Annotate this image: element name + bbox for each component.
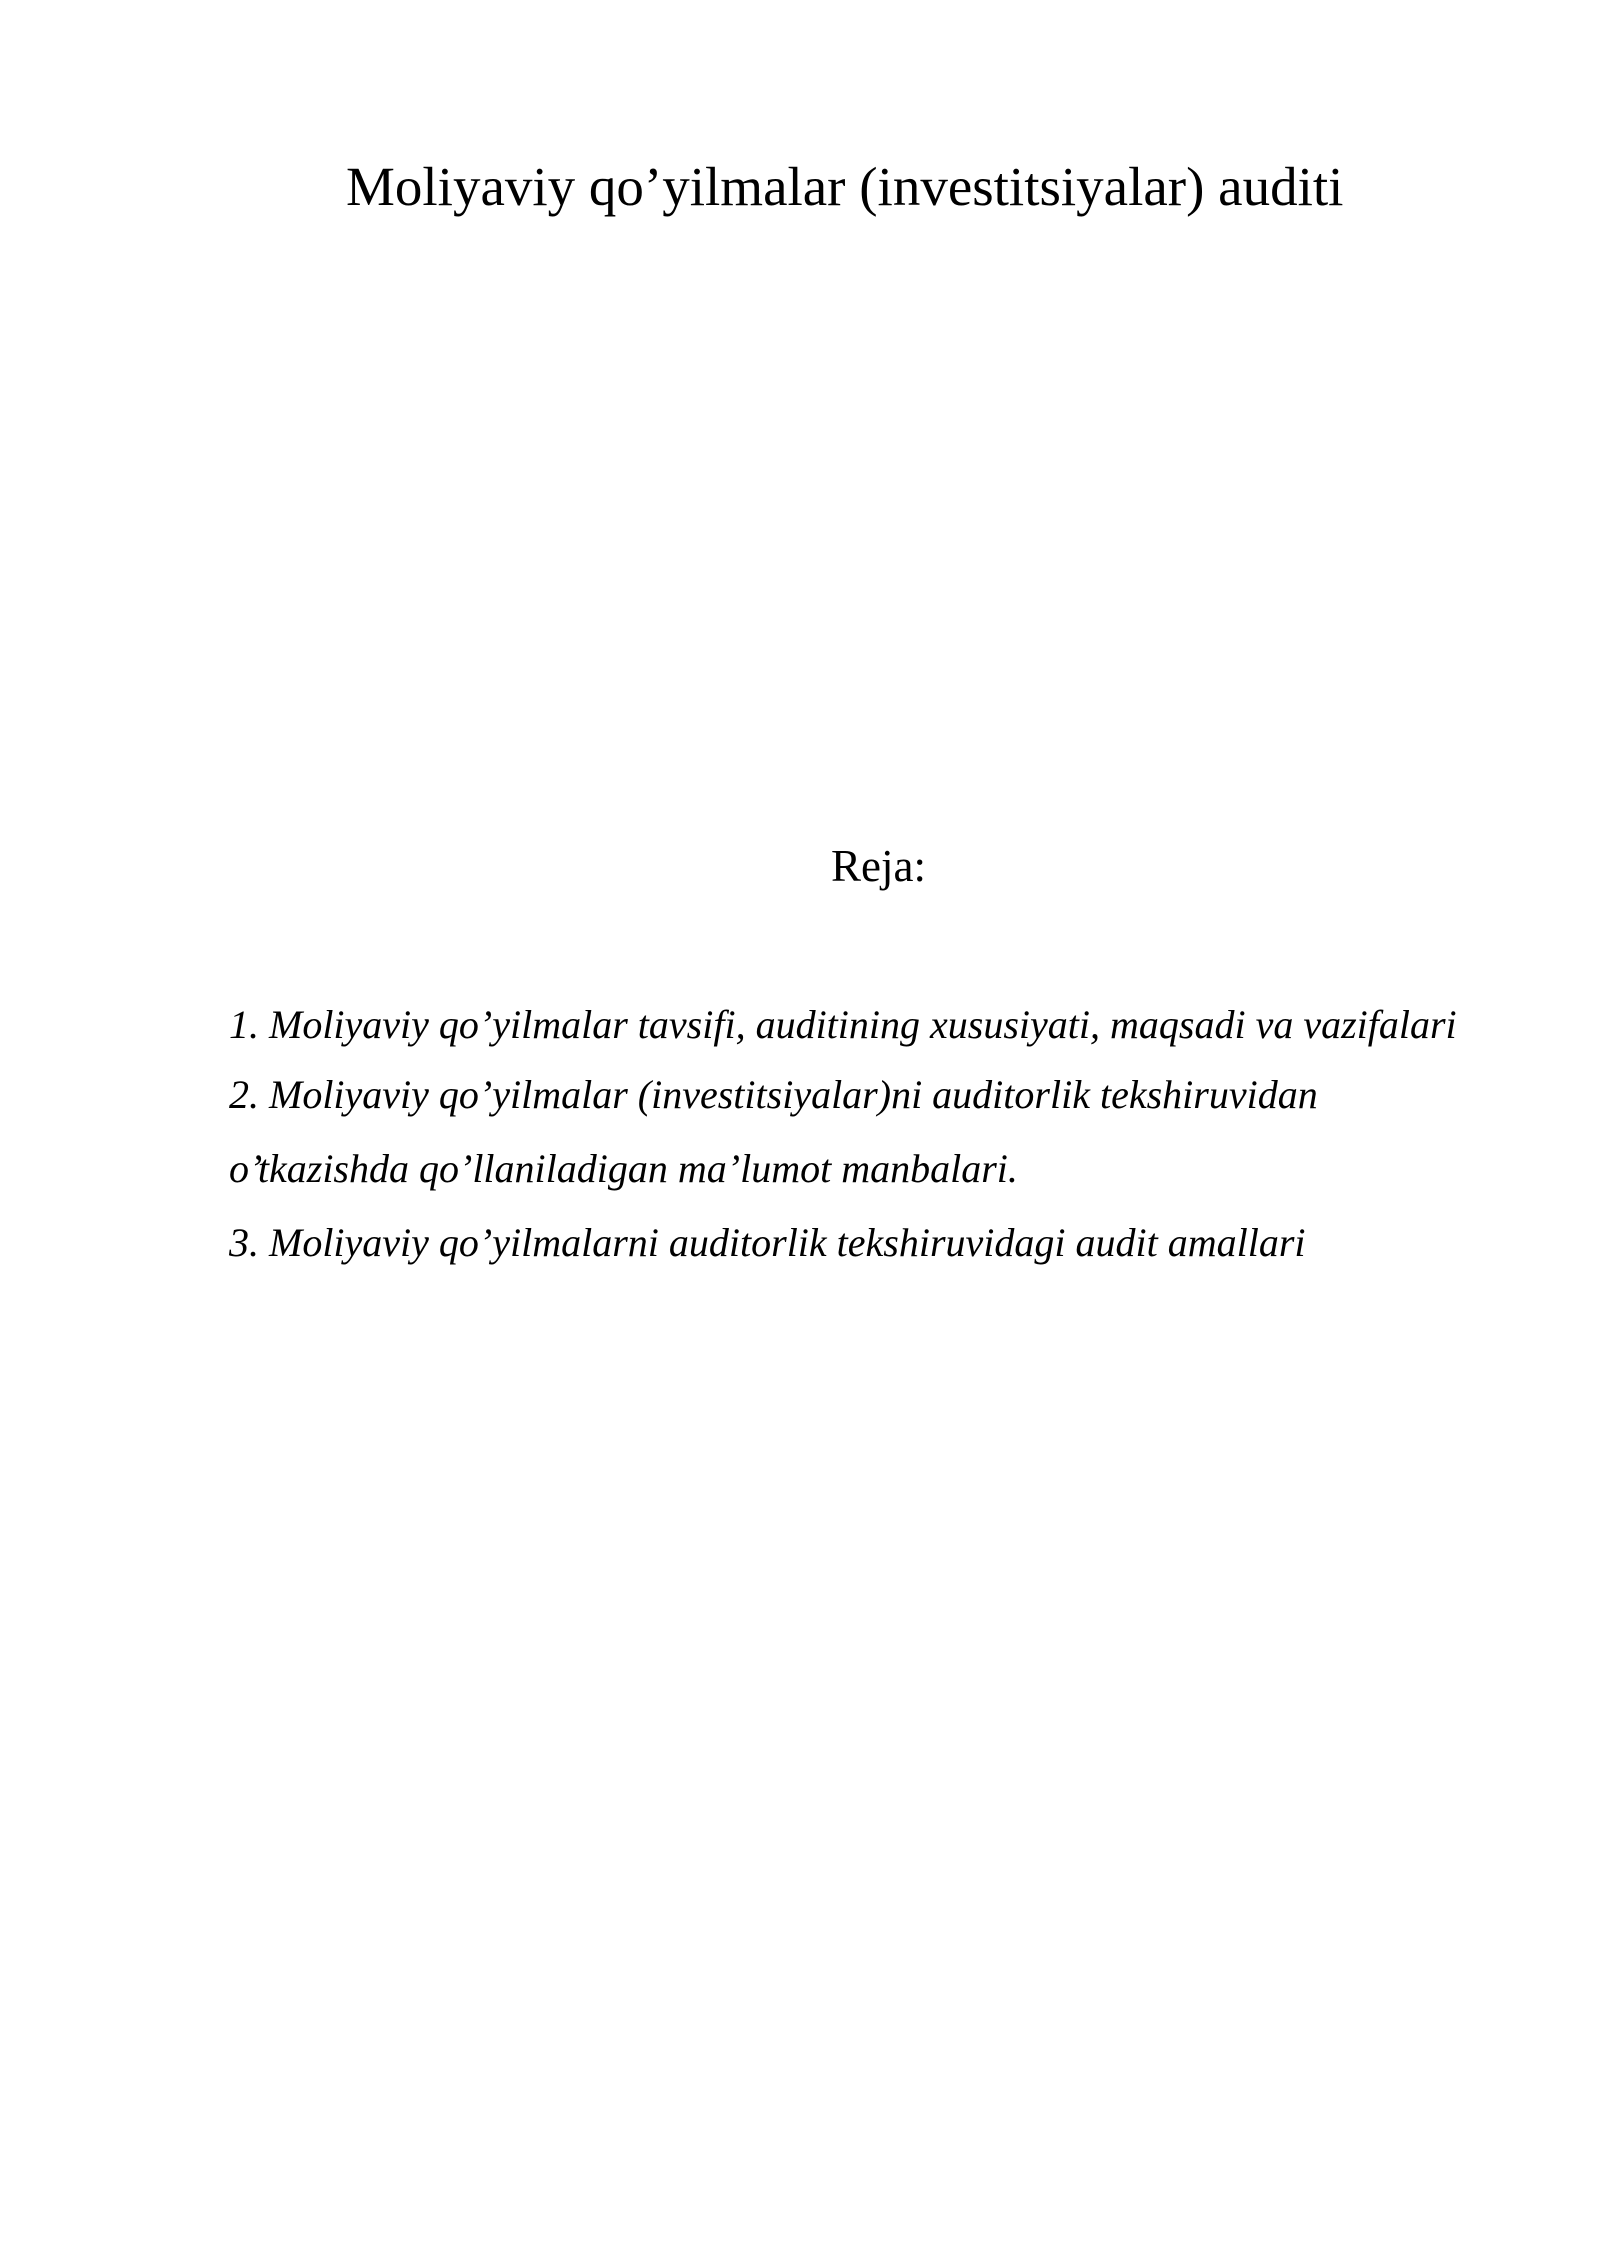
plan-heading: Reja: [831,841,926,891]
plan-item-3: 3. Moliyaviy qo’yilmalarni auditorlik tekshiruvidagi audit amallari [229,1220,1306,1265]
plan-item-2-continuation: o’tkazishda qo’llaniladigan ma’lumot manbalari. [229,1146,1018,1191]
plan-item-2: 2. Moliyaviy qo’yilmalar (investitsiyalar)ni auditorlik tekshiruvidan [229,1072,1318,1117]
plan-list [229,998,1485,1289]
plan-item-1: 1. Moliyaviy qo’yilmalar tavsifi, auditining xususiyati, maqsadi va vazifalari [229,1002,1457,1047]
document-title: Moliyaviy qo’yilmalar (investitsiyalar) auditi [346,156,1344,217]
